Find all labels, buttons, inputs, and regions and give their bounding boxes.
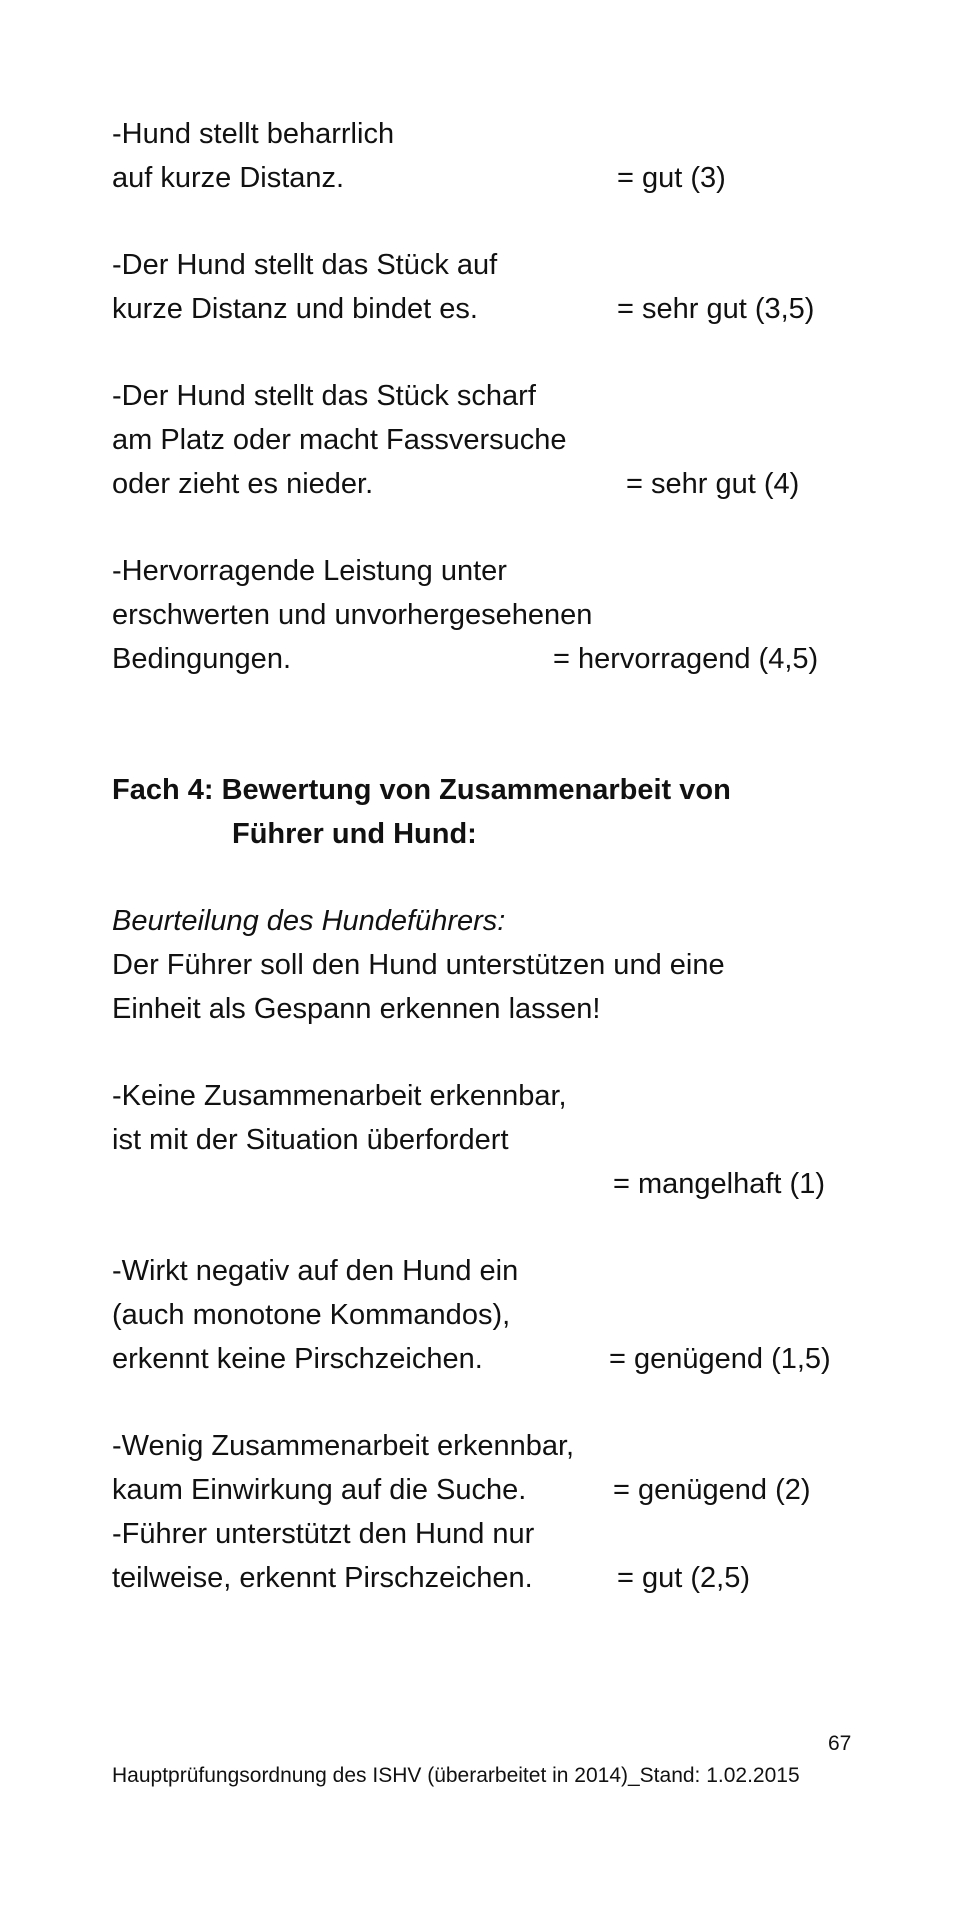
- criterion-line: -Der Hund stellt das Stück scharf: [112, 380, 536, 412]
- criterion-line: am Platz oder macht Fassversuche: [112, 424, 567, 456]
- criterion-line: Bedingungen.: [112, 643, 291, 675]
- grade-label: = gut (2,5): [617, 1562, 750, 1594]
- criterion-line: kaum Einwirkung auf die Suche.: [112, 1474, 527, 1506]
- criterion-line: -Hervorragende Leistung unter: [112, 555, 507, 587]
- criterion-line: -Führer unterstützt den Hund nur: [112, 1518, 535, 1550]
- criterion-line: (auch monotone Kommandos),: [112, 1299, 511, 1331]
- criterion-line: -Der Hund stellt das Stück auf: [112, 249, 498, 281]
- grade-label: = sehr gut (3,5): [617, 293, 815, 325]
- grade-label: = genügend (2): [613, 1474, 811, 1506]
- footer-text: Hauptprüfungsordnung des ISHV (überarbeitet in 2014)_Stand: 1.02.2015: [112, 1764, 800, 1787]
- grade-label: = mangelhaft (1): [613, 1168, 825, 1200]
- criterion-line: -Hund stellt beharrlich: [112, 118, 395, 150]
- section-heading-continued: Führer und Hund:: [232, 818, 477, 850]
- criterion-line: teilweise, erkennt Pirschzeichen.: [112, 1562, 533, 1594]
- subheading: Beurteilung des Hundeführers:: [112, 905, 506, 937]
- section-heading: Fach 4: Bewertung von Zusammenarbeit von: [112, 774, 731, 806]
- intro-text: Der Führer soll den Hund unterstützen und eine: [112, 949, 725, 981]
- criterion-line: -Wenig Zusammenarbeit erkennbar,: [112, 1430, 575, 1462]
- grade-label: = hervorragend (4,5): [553, 643, 819, 675]
- grade-label: = sehr gut (4): [626, 468, 800, 500]
- page-number: 67: [828, 1732, 852, 1755]
- criterion-line: -Wirkt negativ auf den Hund ein: [112, 1255, 519, 1287]
- grade-label: = genügend (1,5): [609, 1343, 831, 1375]
- criterion-line: ist mit der Situation überfordert: [112, 1124, 509, 1156]
- criterion-line: -Keine Zusammenarbeit erkennbar,: [112, 1080, 567, 1112]
- criterion-line: erkennt keine Pirschzeichen.: [112, 1343, 483, 1375]
- criterion-line: auf kurze Distanz.: [112, 162, 345, 194]
- criterion-line: oder zieht es nieder.: [112, 468, 374, 500]
- criterion-line: erschwerten und unvorhergesehenen: [112, 599, 593, 631]
- grade-label: = gut (3): [617, 162, 726, 194]
- criterion-line: kurze Distanz und bindet es.: [112, 293, 478, 325]
- intro-text: Einheit als Gespann erkennen lassen!: [112, 993, 601, 1025]
